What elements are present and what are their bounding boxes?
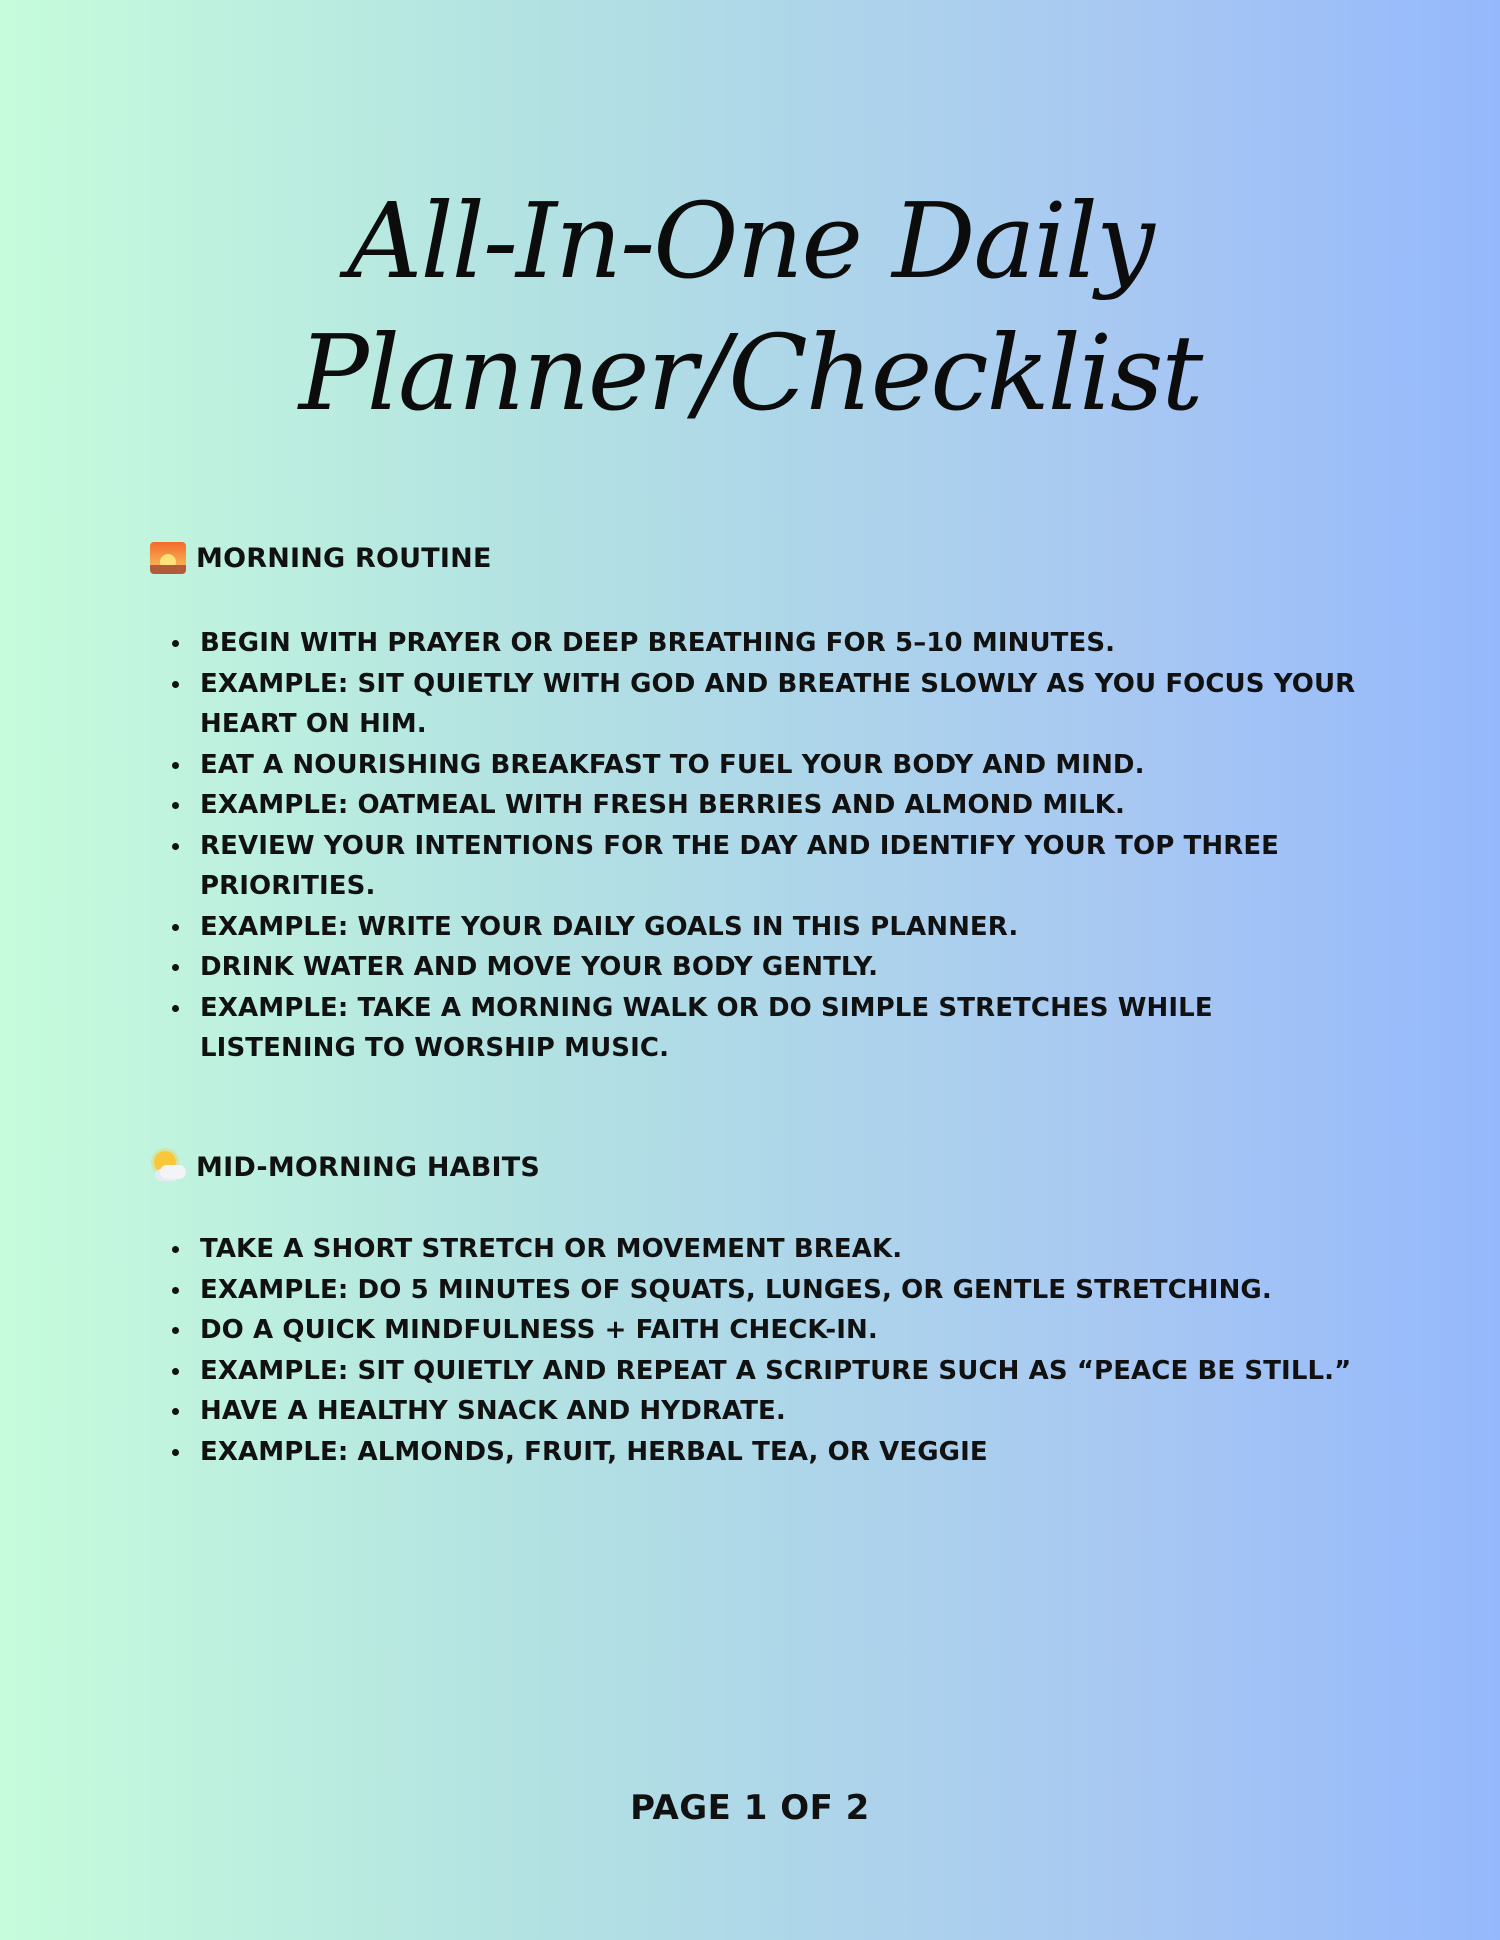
morning-routine-heading — [150, 542, 492, 574]
list-item — [172, 664, 1372, 745]
bullet-icon — [172, 1368, 179, 1375]
bullet-icon — [172, 640, 179, 647]
list-item-text: EXAMPLE: SIT QUIETLY AND REPEAT A SCRIPTURE SUCH AS “PEACE BE STILL.” — [200, 1355, 1352, 1386]
page-number: PAGE 1 OF 2 — [630, 1788, 870, 1828]
list-item — [172, 1432, 1372, 1473]
list-item-text: TAKE A SHORT STRETCH OR MOVEMENT BREAK. — [200, 1234, 903, 1264]
title-line-1: All-In-One Daily — [347, 180, 1153, 302]
bullet-icon — [172, 964, 179, 971]
list-item-text: EXAMPLE: WRITE YOUR DAILY GOALS IN THIS PLANNER. — [200, 911, 1019, 942]
list-item-text: DO A QUICK MINDFULNESS + FAITH CHECK-IN. — [200, 1315, 878, 1345]
bullet-icon — [172, 1449, 179, 1456]
list-item-text: EXAMPLE: OATMEAL WITH FRESH BERRIES AND ALMOND MILK. — [200, 790, 1125, 820]
list-item-text: REVIEW YOUR INTENTIONS FOR THE DAY AND IDENTIFY YOUR TOP THREE PRIORITIES. — [200, 830, 1280, 901]
title-line-2: Planner/Checklist — [298, 312, 1202, 434]
list-item — [172, 1270, 1372, 1311]
bullet-icon — [172, 843, 179, 850]
list-item — [172, 988, 1372, 1069]
morning-routine-list — [172, 623, 1372, 1069]
page-title — [0, 175, 1500, 439]
bullet-icon — [172, 924, 179, 931]
list-item — [172, 1229, 1372, 1270]
list-item — [172, 745, 1372, 786]
list-item-text: DRINK WATER AND MOVE YOUR BODY GENTLY. — [200, 952, 879, 982]
section-heading-label: MID-MORNING HABITS — [196, 1151, 541, 1183]
list-item-text: HAVE A HEALTHY SNACK AND HYDRATE. — [200, 1396, 786, 1426]
mid-morning-habits-list — [172, 1229, 1372, 1472]
section-heading-label: MORNING ROUTINE — [196, 542, 492, 574]
list-item-text: BEGIN WITH PRAYER OR DEEP BREATHING FOR 5–10 MINUTES. — [200, 628, 1116, 658]
bullet-icon — [172, 1005, 179, 1012]
bullet-icon — [172, 802, 179, 809]
list-item-text: EXAMPLE: TAKE A MORNING WALK OR DO SIMPLE STRETCHES WHILE LISTENING TO WORSHIP MUSIC. — [200, 992, 1213, 1063]
bullet-icon — [172, 1327, 179, 1334]
mid-morning-habits-heading — [150, 1149, 540, 1185]
bullet-icon — [172, 1287, 179, 1294]
list-item-text: EXAMPLE: SIT QUIETLY WITH GOD AND BREATHE SLOWLY AS YOU FOCUS YOUR HEART ON HIM. — [200, 668, 1356, 739]
list-item — [172, 1351, 1372, 1392]
bullet-icon — [172, 1246, 179, 1253]
list-item-text: EXAMPLE: DO 5 MINUTES OF SQUATS, LUNGES, OR GENTLE STRETCHING. — [200, 1274, 1272, 1305]
sunrise-icon — [150, 542, 186, 574]
list-item — [172, 785, 1372, 826]
list-item — [172, 1310, 1372, 1351]
list-item — [172, 947, 1372, 988]
bullet-icon — [172, 762, 179, 769]
list-item — [172, 1391, 1372, 1432]
list-item — [172, 826, 1372, 907]
list-item-text: EXAMPLE: ALMONDS, FRUIT, HERBAL TEA, OR VEGGIE — [200, 1436, 988, 1467]
bullet-icon — [172, 681, 179, 688]
list-item — [172, 623, 1372, 664]
list-item-text: EAT A NOURISHING BREAKFAST TO FUEL YOUR BODY AND MIND. — [200, 749, 1145, 780]
sun-behind-cloud-icon — [150, 1149, 186, 1185]
bullet-icon — [172, 1408, 179, 1415]
list-item — [172, 907, 1372, 948]
